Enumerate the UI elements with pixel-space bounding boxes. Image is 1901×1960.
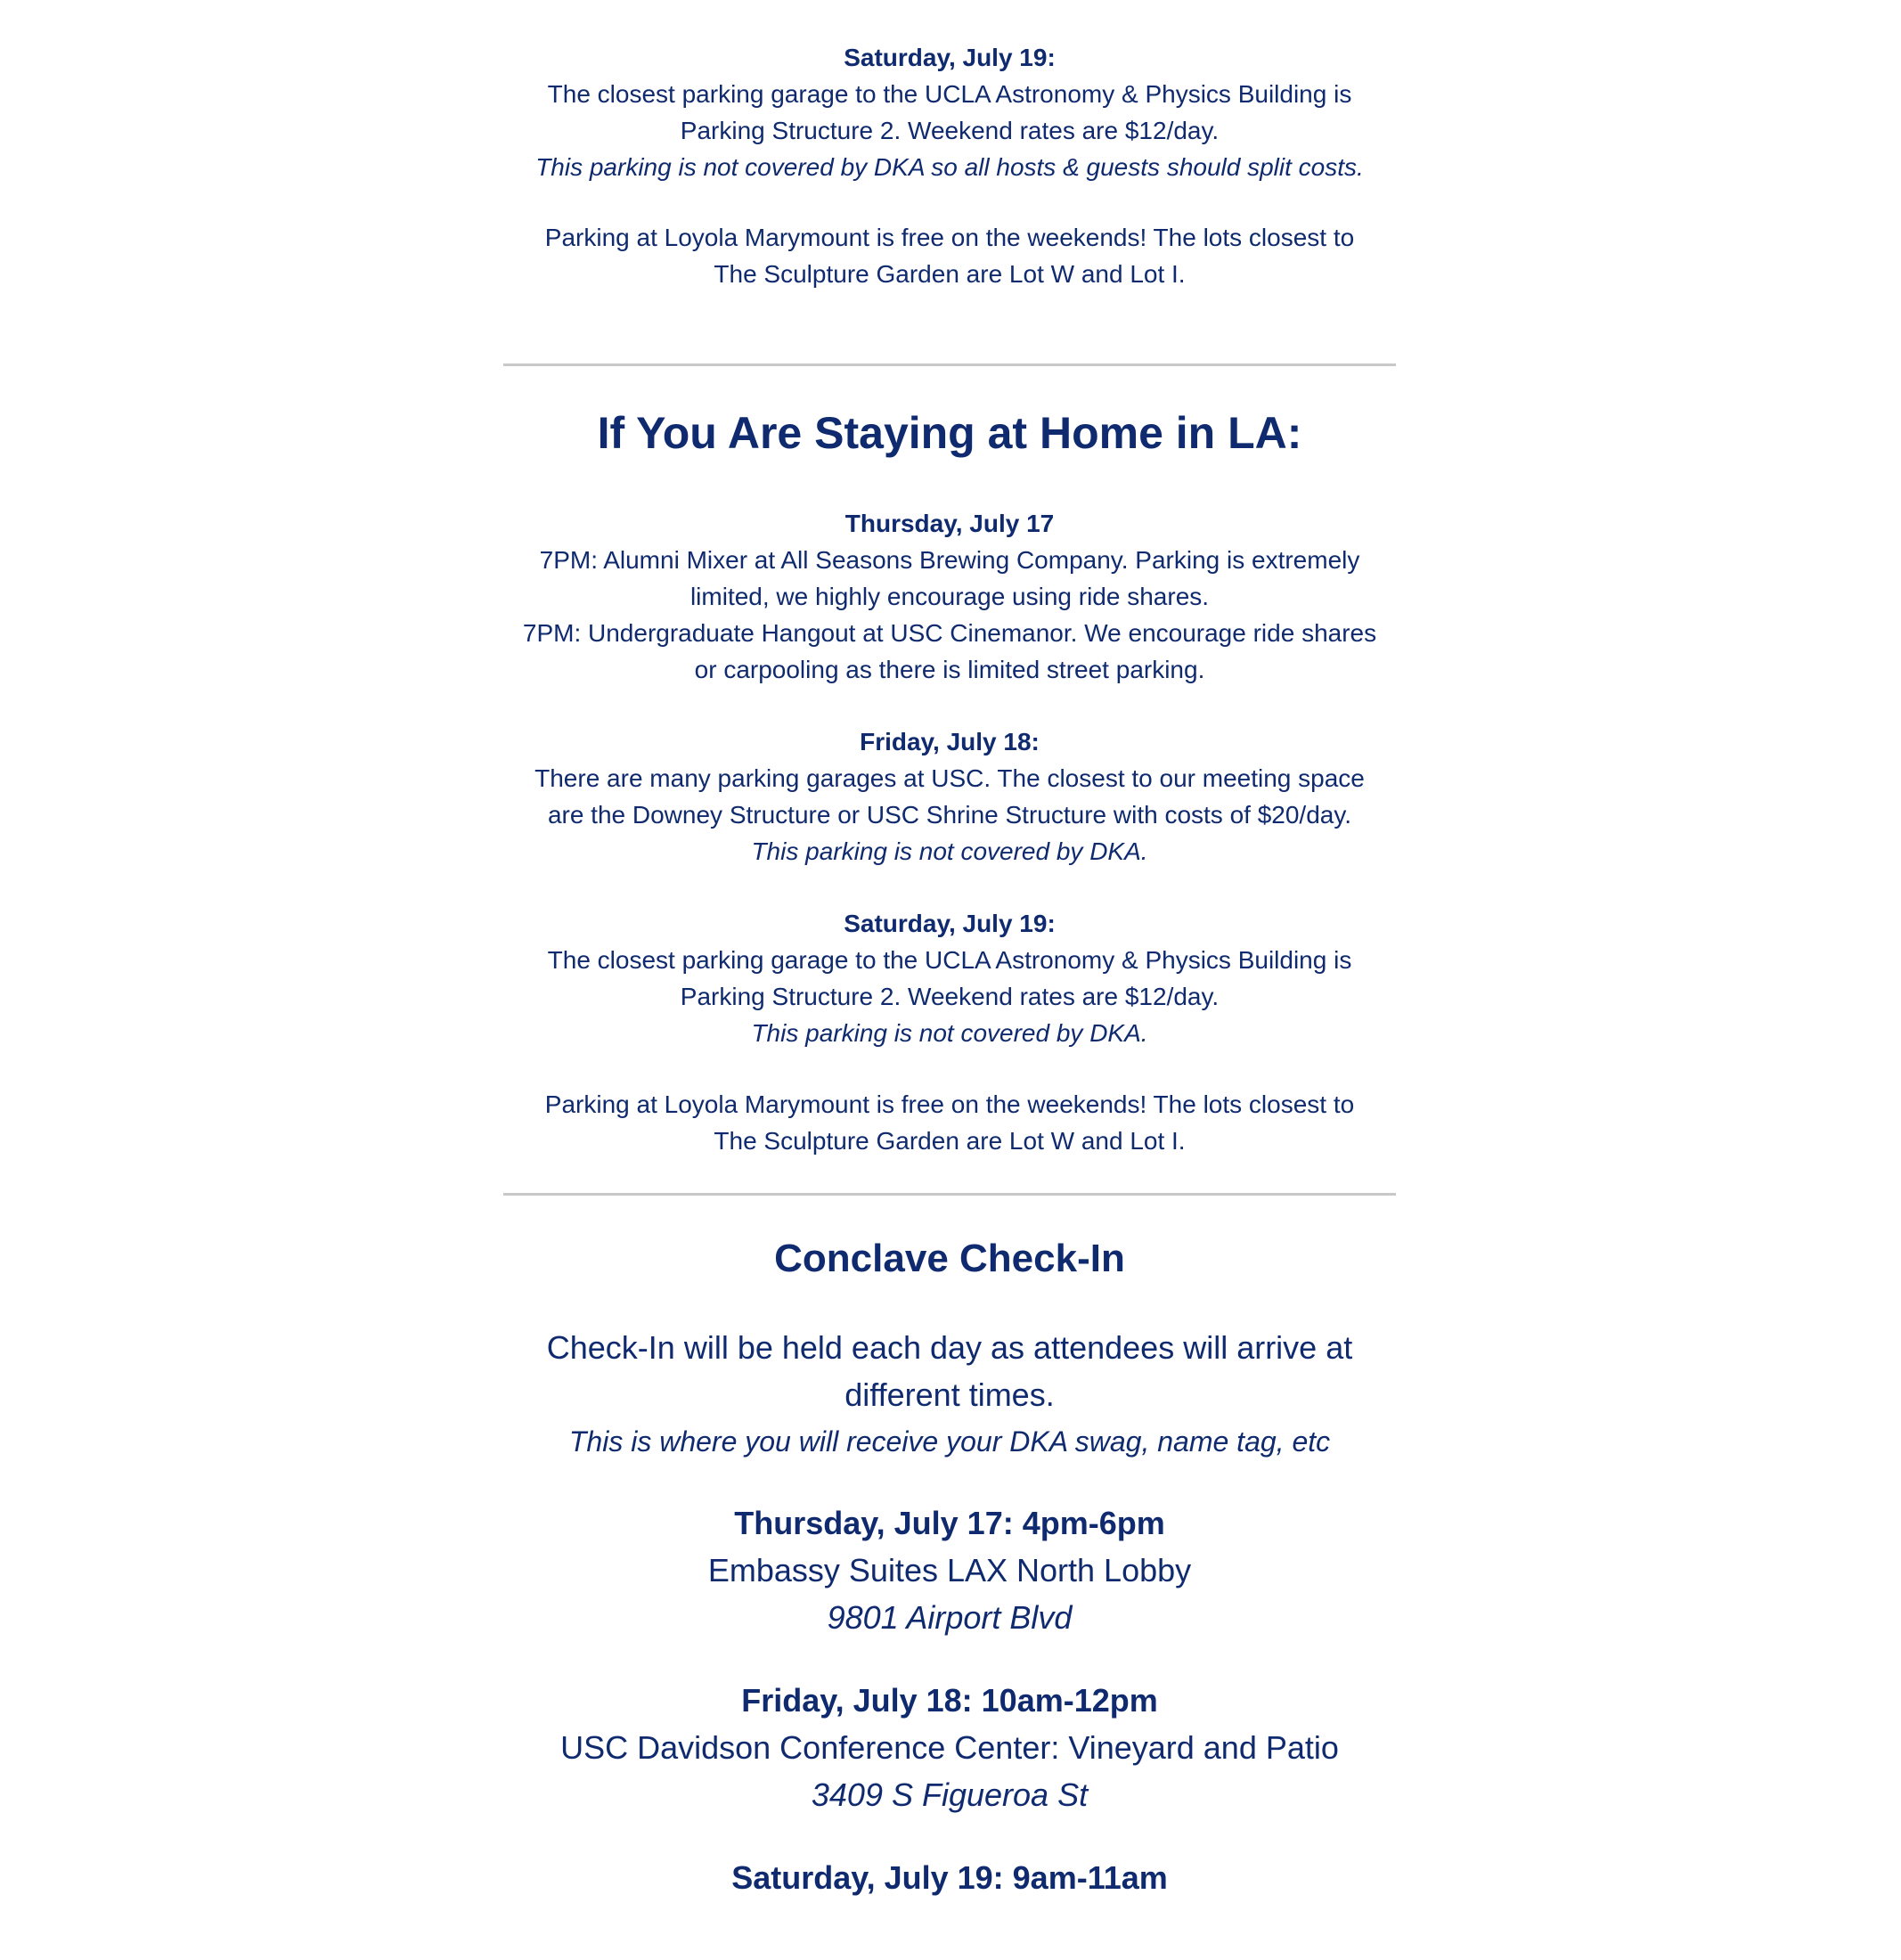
checkin-day-location: Embassy Suites LAX North Lobby bbox=[707, 1552, 1192, 1588]
home-section-heading-block bbox=[503, 406, 1396, 460]
checkin-intro-line-2: different times. bbox=[844, 1376, 1055, 1413]
saturday-line-1: The closest parking garage to the UCLA Astronomy & Physics Building is bbox=[547, 80, 1352, 108]
saturday-line-2: Parking Structure 2. Weekend rates are $12/day. bbox=[680, 117, 1220, 144]
saturday-date: Saturday, July 19: bbox=[844, 44, 1056, 71]
checkin-day-address: 3409 S Figueroa St bbox=[811, 1776, 1089, 1813]
home-saturday-line-1: The closest parking garage to the UCLA Astronomy & Physics Building is bbox=[547, 946, 1352, 974]
home-lmu-line-1: Parking at Loyola Marymount is free on the weekends! The lots closest to bbox=[544, 1090, 1355, 1118]
checkin-intro-block bbox=[503, 1324, 1396, 1466]
friday-line-2: are the Downey Structure or USC Shrine Structure with costs of $20/day. bbox=[547, 801, 1352, 829]
lmu-line-1: Parking at Loyola Marymount is free on the weekends! The lots closest to bbox=[544, 224, 1355, 251]
divider-1 bbox=[503, 363, 1396, 366]
thursday-line-3: 7PM: Undergraduate Hangout at USC Cinemanor. We encourage ride shares bbox=[522, 619, 1377, 647]
checkin-intro-line-1: Check-In will be held each day as attendees will arrive at bbox=[546, 1329, 1353, 1366]
home-saturday-note: This parking is not covered by DKA. bbox=[751, 1019, 1148, 1047]
checkin-day-location: USC Davidson Conference Center: Vineyard and Patio bbox=[560, 1729, 1339, 1766]
checkin-heading-block bbox=[503, 1235, 1396, 1283]
lmu-line-2: The Sculpture Garden are Lot W and Lot I. bbox=[714, 260, 1186, 288]
checkin-intro-note: This is where you will receive your DKA swag, name tag, etc bbox=[568, 1425, 1331, 1458]
thursday-line-2: limited, we highly encourage using ride shares. bbox=[689, 583, 1210, 610]
home-saturday-date: Saturday, July 19: bbox=[844, 910, 1056, 937]
friday-line-1: There are many parking garages at USC. The closest to our meeting space bbox=[534, 764, 1365, 792]
home-saturday-line-2: Parking Structure 2. Weekend rates are $12/day. bbox=[680, 983, 1220, 1010]
thursday-line-1: 7PM: Alumni Mixer at All Seasons Brewing Company. Parking is extremely bbox=[539, 546, 1360, 574]
thursday-block bbox=[503, 505, 1396, 688]
home-lmu-block bbox=[503, 1086, 1396, 1159]
divider-2 bbox=[503, 1193, 1396, 1196]
thursday-line-4: or carpooling as there is limited street parking. bbox=[694, 656, 1205, 683]
checkin-day-title: Thursday, July 17: 4pm-6pm bbox=[734, 1505, 1165, 1541]
friday-date: Friday, July 18: bbox=[860, 728, 1040, 755]
home-lmu-line-2: The Sculpture Garden are Lot W and Lot I. bbox=[714, 1127, 1186, 1155]
home-section-heading: If You Are Staying at Home in LA: bbox=[597, 408, 1302, 458]
checkin-day-thursday bbox=[503, 1499, 1396, 1641]
checkin-day-title: Saturday, July 19: 9am-11am bbox=[731, 1859, 1168, 1896]
home-saturday-block bbox=[503, 905, 1396, 1051]
checkin-day-address: 9801 Airport Blvd bbox=[827, 1599, 1073, 1636]
saturday-parking-block bbox=[503, 39, 1396, 185]
saturday-note: This parking is not covered by DKA so all hosts & guests should split costs. bbox=[535, 153, 1364, 181]
checkin-heading: Conclave Check-In bbox=[774, 1237, 1125, 1280]
friday-block bbox=[503, 723, 1396, 870]
checkin-day-title: Friday, July 18: 10am-12pm bbox=[741, 1682, 1158, 1719]
checkin-day-saturday bbox=[503, 1854, 1396, 1901]
thursday-date: Thursday, July 17 bbox=[844, 510, 1055, 537]
checkin-day-friday bbox=[503, 1677, 1396, 1818]
friday-note: This parking is not covered by DKA. bbox=[751, 837, 1148, 865]
lmu-parking-block bbox=[503, 219, 1396, 292]
